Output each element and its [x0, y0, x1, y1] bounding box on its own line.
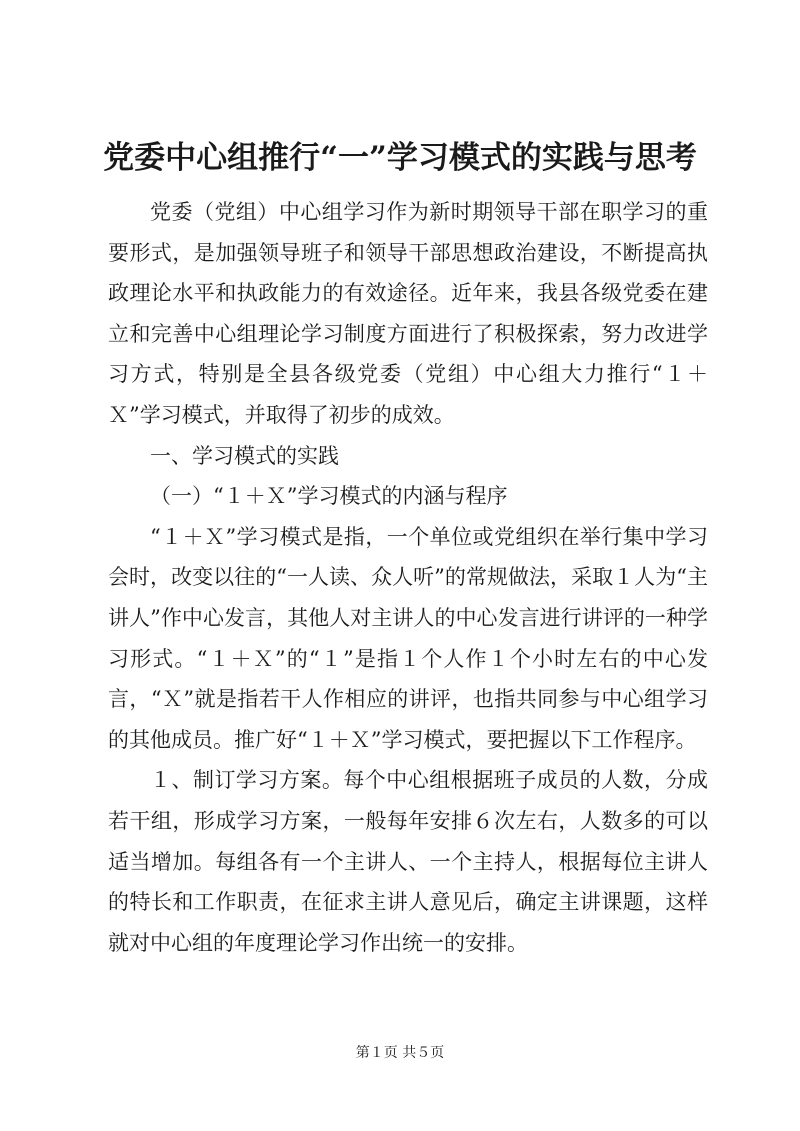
- subsection-heading: （一）“１＋Ｘ”学习模式的内涵与程序: [150, 484, 508, 509]
- paragraph-intro: 党委（党组）中心组学习作为新时期领导干部在职学习的重要形式，是加强领导班子和领导干部思想政治建设，不断提高执政理论水平和执政能力的有效途径。近年来，我县各级党委在建立和完善中心组理论学习制度方面进行了积极探索，努力改进学习方式，特别是全县各级党委（党组）中心组大力推行“１＋Ｘ”学习模式，并取得了初步的成效。: [108, 200, 708, 427]
- document-title: 党委中心组推行“一”学习模式的实践与思考: [103, 140, 697, 176]
- section-heading: 一、学习模式的实践: [150, 443, 339, 468]
- paragraph-definition: “１＋Ｘ”学习模式是指，一个单位或党组织在举行集中学习会时，改变以往的“一人读、众人听”的常规做法，采取１人为“主讲人”作中心发言，其他人对主讲人的中心发言进行讲评的一种学习形式。“１＋Ｘ”的“１”是指１个人作１个小时左右的中心发言，“Ｘ”就是指若干人作相应的讲评，也指共同参与中心组学习的其他成员。推广好“１＋Ｘ”学习模式，要把握以下工作程序。: [108, 524, 708, 752]
- paragraph-step-1: １、制订学习方案。每个中心组根据班子成员的人数，分成若干组，形成学习方案，一般每年安排６次左右，人数多的可以适当增加。每组各有一个主讲人、一个主持人，根据每位主讲人的特长和工作职责，在征求主讲人意见后，确定主讲课题，这样就对中心组的年度理论学习作出统一的安排。: [108, 768, 708, 955]
- document-body: [108, 192, 708, 963]
- page-footer: 第１页 共５页: [355, 1045, 445, 1061]
